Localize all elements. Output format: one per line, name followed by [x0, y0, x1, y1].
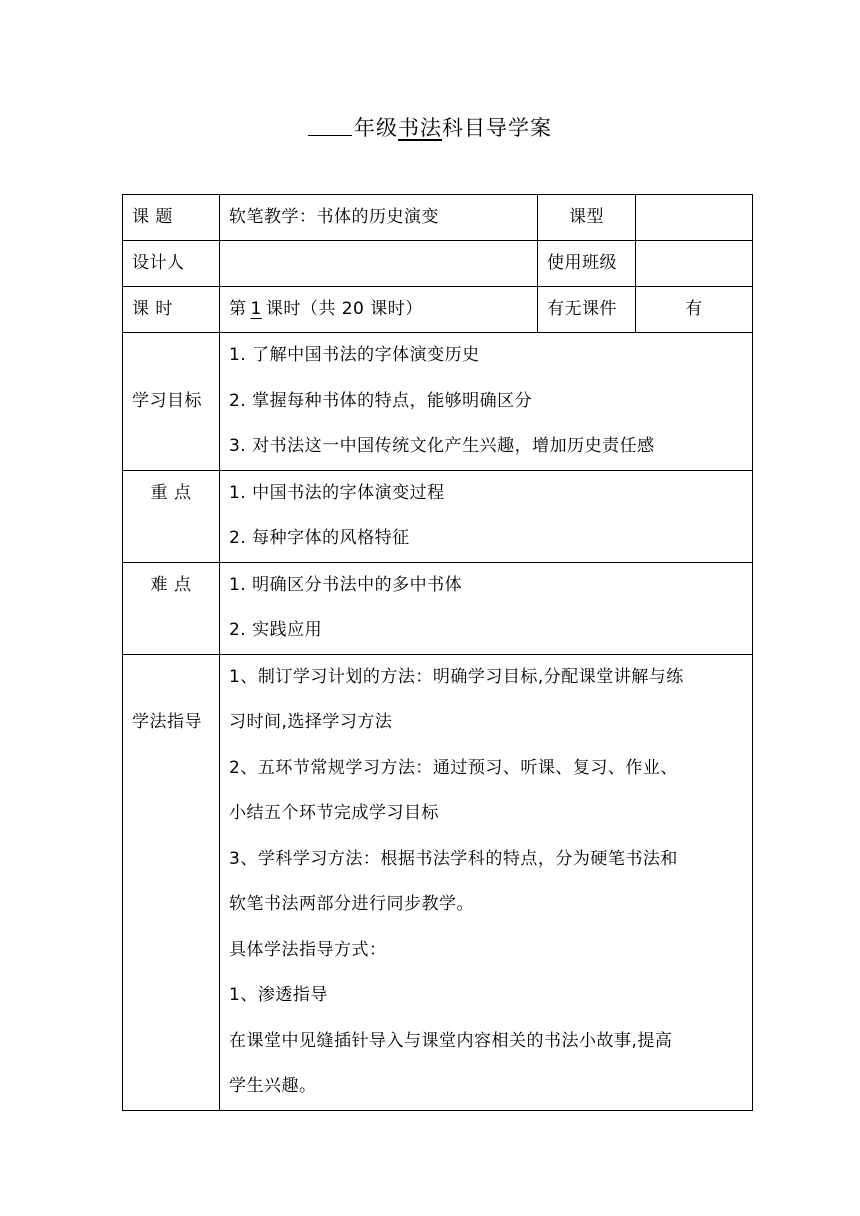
guidance-line: 具体学法指导方式：: [229, 939, 387, 960]
guidance-line: 小结五个环节完成学习目标: [229, 803, 439, 823]
period-suffix: 课时（共 20 课时）: [265, 299, 423, 319]
label-objectives: 学习目标: [123, 333, 220, 471]
row-difficulties: [123, 562, 753, 654]
value-class: [636, 241, 753, 287]
row-designer: [123, 241, 753, 287]
title-subject: 书法: [398, 116, 442, 140]
row-topic: [123, 195, 753, 241]
row-objectives: [123, 333, 753, 471]
label-courseware: 有无课件: [538, 287, 636, 333]
label-difficulties: 难 点: [123, 562, 220, 654]
key-points-list: [220, 470, 753, 562]
lesson-plan-table: [122, 194, 753, 1111]
guidance-line: 3、学科学习方法：根据书法学科的特点，分为硬笔书法和: [229, 848, 678, 869]
list-item: 1. 了解中国书法的字体演变历史: [229, 345, 480, 365]
guidance-line: 1、制订学习计划的方法：明确学习目标,分配课堂讲解与练: [229, 666, 684, 687]
row-key-points: [123, 470, 753, 562]
label-key-points: 重 点: [123, 470, 220, 562]
period-num: 1: [250, 299, 262, 319]
title-part1: 年级: [354, 116, 398, 140]
row-guidance: [123, 654, 753, 1110]
guidance-line: 软笔书法两部分进行同步教学。: [229, 894, 474, 914]
value-period: [220, 287, 538, 333]
list-item: 2. 实践应用: [229, 620, 323, 640]
value-designer: [220, 241, 538, 287]
objectives-list: [220, 333, 753, 471]
difficulties-list: [220, 562, 753, 654]
page-title: [0, 112, 860, 142]
label-designer: 设计人: [123, 241, 220, 287]
value-topic: 软笔教学：书体的历史演变: [220, 195, 538, 241]
period-prefix: 第: [229, 299, 247, 319]
guidance-line: 1、渗透指导: [229, 985, 328, 1005]
label-class: 使用班级: [538, 241, 636, 287]
title-part2: 科目导学案: [442, 116, 552, 140]
list-item: 2. 掌握每种书体的特点，能够明确区分: [229, 390, 533, 411]
value-courseware: 有: [636, 287, 753, 333]
value-lesson-type: [636, 195, 753, 241]
row-period: [123, 287, 753, 333]
list-item: 1. 明确区分书法中的多中书体: [229, 574, 463, 595]
guidance-line: 学生兴趣。: [229, 1076, 317, 1096]
list-item: 2. 每种字体的风格特征: [229, 528, 410, 548]
list-item: 1. 中国书法的字体演变过程: [229, 482, 445, 503]
grade-blank: [308, 134, 352, 136]
guidance-line: 习时间,选择学习方法: [229, 712, 393, 732]
label-topic: 课 题: [123, 195, 220, 241]
list-item: 3. 对书法这一中国传统文化产生兴趣，增加历史责任感: [229, 436, 655, 456]
label-lesson-type: 课型: [538, 195, 636, 241]
guidance-text: [220, 654, 753, 1110]
label-period: 课 时: [123, 287, 220, 333]
guidance-line: 在课堂中见缝插针导入与课堂内容相关的书法小故事,提高: [229, 1030, 673, 1051]
guidance-line: 2、五环节常规学习方法：通过预习、听课、复习、作业、: [229, 757, 678, 778]
label-guidance: 学法指导: [123, 654, 220, 1110]
